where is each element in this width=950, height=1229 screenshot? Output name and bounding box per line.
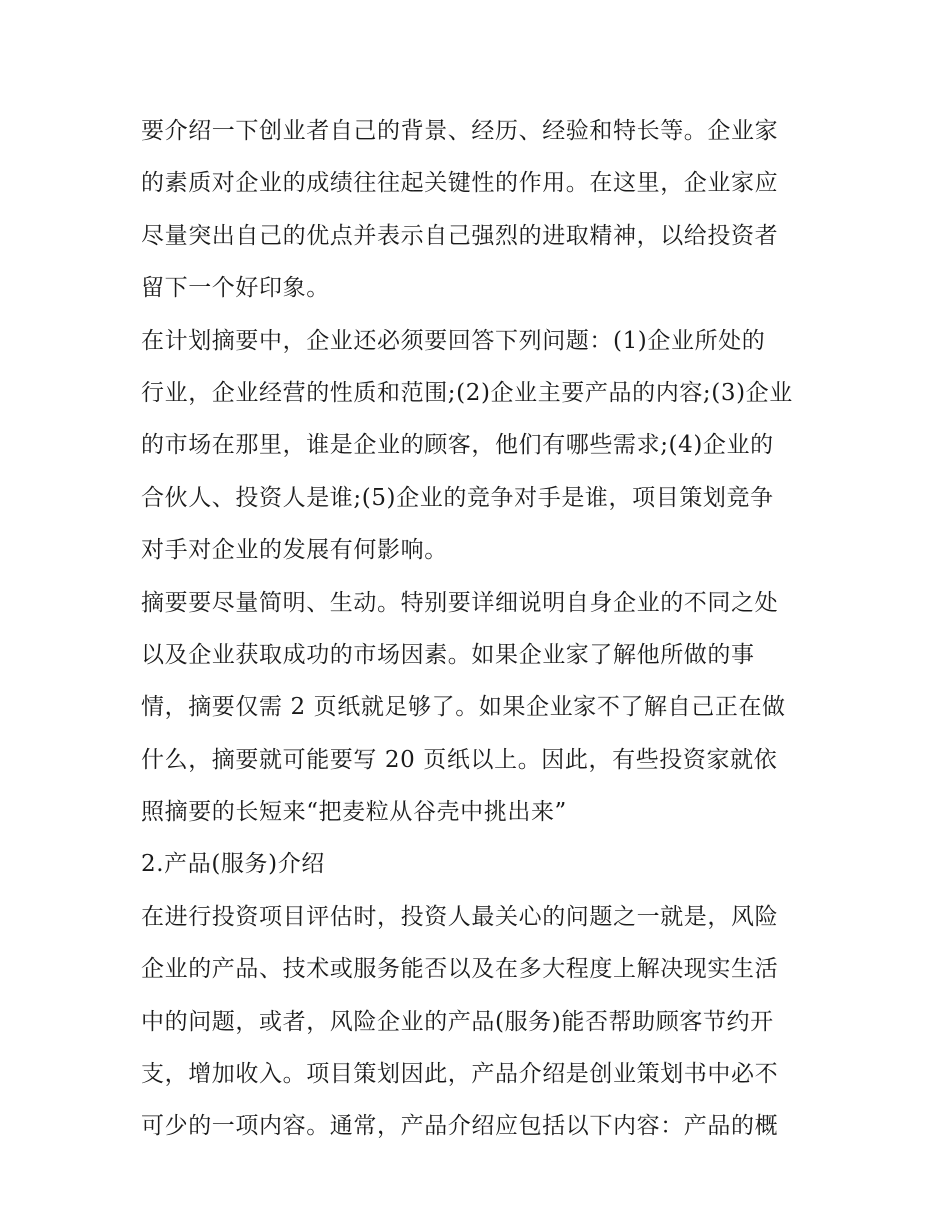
- text-line: 中的问题，或者，风险企业的产品(服务)能否帮助顾客节约开: [141, 1008, 774, 1035]
- text-line: 合伙人、投资人是谁;(5)企业的竞争对手是谁，项目策划竞争: [141, 484, 774, 511]
- text-line: 情，摘要仅需 2 页纸就足够了。如果企业家不了解自己正在做: [141, 694, 786, 721]
- text-line: 在计划摘要中，企业还必须要回答下列问题：(1)企业所处的: [141, 327, 766, 354]
- text-line: 企业的产品、技术或服务能否以及在多大程度上解决现实生活: [141, 956, 779, 983]
- section-heading: 2.产品(服务)介绍: [141, 851, 325, 878]
- document-body: [141, 107, 813, 1155]
- text-line: 对手对企业的发展有何影响。: [141, 537, 448, 564]
- text-line: 行业，企业经营的性质和范围;(2)企业主要产品的内容;(3)企业: [141, 379, 793, 406]
- text-line: 什么，摘要就可能要写 20 页纸以上。因此，有些投资家就依: [141, 746, 778, 773]
- text-line: 支，增加收入。项目策划因此，产品介绍是创业策划书中必不: [141, 1061, 779, 1088]
- text-line: 以及企业获取成功的市场因素。如果企业家了解他所做的事: [141, 641, 755, 668]
- text-line: 照摘要的长短来“把麦粒从谷壳中挑出来”: [141, 799, 567, 826]
- text-line: 在进行投资项目评估时，投资人最关心的问题之一就是，风险: [141, 903, 779, 930]
- text-line: 可少的一项内容。通常，产品介绍应包括以下内容：产品的概: [141, 1113, 779, 1140]
- text-line: 尽量突出自己的优点并表示自己强烈的进取精神，以给投资者: [141, 222, 779, 249]
- text-line: 的素质对企业的成绩往往起关键性的作用。在这里，企业家应: [141, 170, 779, 197]
- text-line: 摘要要尽量简明、生动。特别要详细说明自身企业的不同之处: [141, 589, 779, 616]
- text-line: 要介绍一下创业者自己的背景、经历、经验和特长等。企业家: [141, 118, 779, 144]
- text-line: 留下一个好印象。: [141, 275, 330, 302]
- text-line: 的市场在那里，谁是企业的顾客，他们有哪些需求;(4)企业的: [141, 432, 774, 459]
